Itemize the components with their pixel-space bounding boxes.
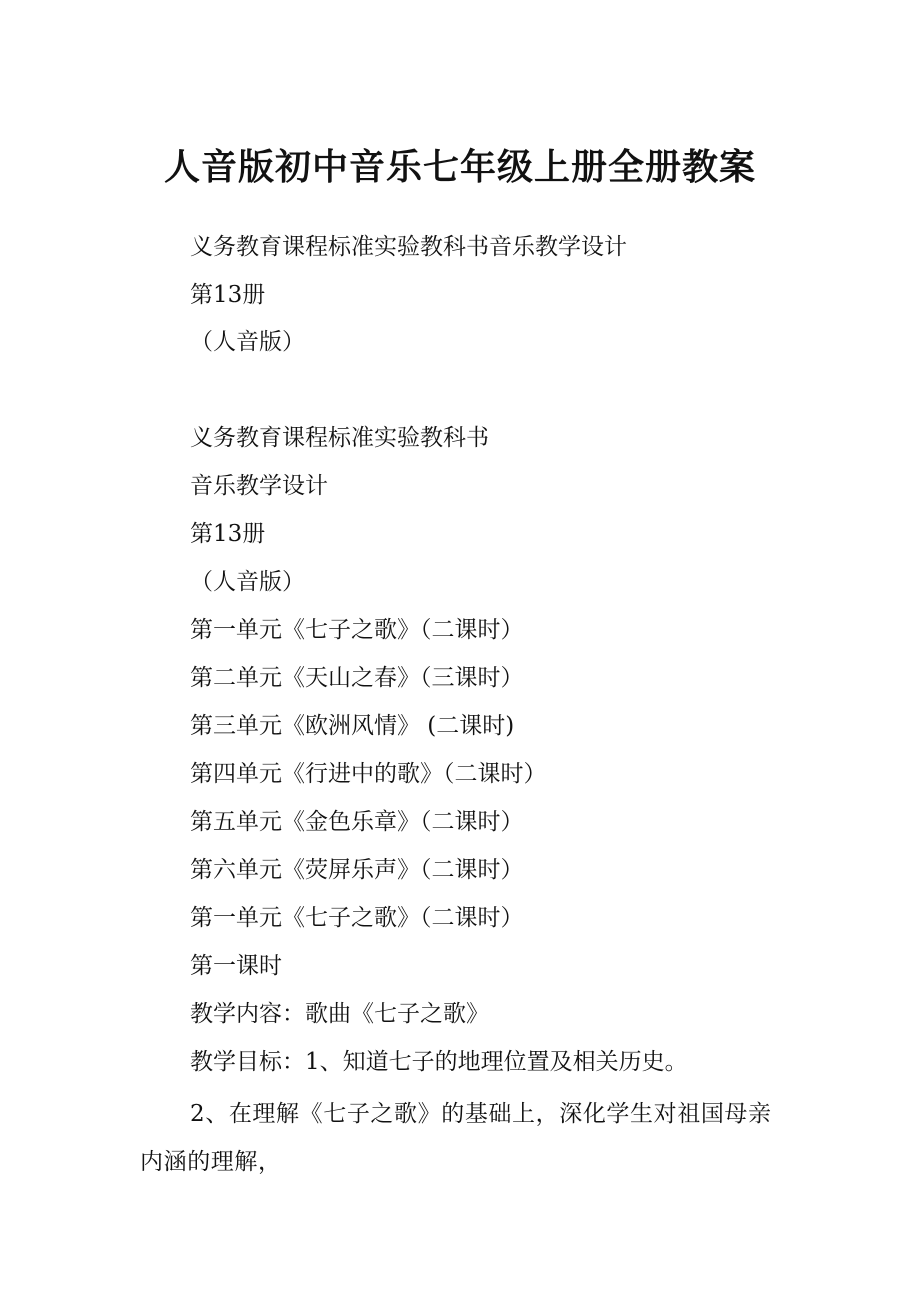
lesson-goal-2: 2、在理解《七子之歌》的基础上，深化学生对祖国母亲内涵的理解，	[140, 1101, 772, 1175]
document-title: 人音版初中音乐七年级上册全册教案	[163, 146, 756, 188]
front-matter-series: 义务教育课程标准实验教科书音乐教学设计	[190, 234, 627, 260]
unit-list-item: 第三单元《欧洲风情》 (二课时)	[190, 713, 515, 739]
cover-subtitle: 音乐教学设计	[190, 473, 328, 499]
lesson-goal-1: 教学目标：1、知道七子的地理位置及相关历史。	[190, 1049, 688, 1075]
unit-list-item: 第二单元《天山之春》（三课时）	[190, 665, 524, 691]
unit-list-item: 第五单元《金色乐章》（二课时）	[190, 809, 524, 835]
front-matter-volume: 第13册	[190, 282, 266, 308]
unit-list-item: 第一单元《七子之歌》（二课时）	[190, 617, 524, 643]
lesson-period: 第一课时	[190, 953, 282, 979]
cover-volume: 第13册	[190, 521, 266, 547]
cover-edition: （人音版）	[190, 569, 305, 595]
lesson-unit-heading: 第一单元《七子之歌》（二课时）	[190, 905, 524, 931]
cover-series: 义务教育课程标准实验教科书	[190, 425, 489, 451]
lesson-content: 教学内容：歌曲《七子之歌》	[190, 1001, 489, 1027]
front-matter-edition: （人音版）	[190, 329, 305, 355]
unit-list-item: 第四单元《行进中的歌》（二课时）	[190, 761, 547, 787]
unit-list-item: 第六单元《荧屏乐声》（二课时）	[190, 857, 524, 883]
